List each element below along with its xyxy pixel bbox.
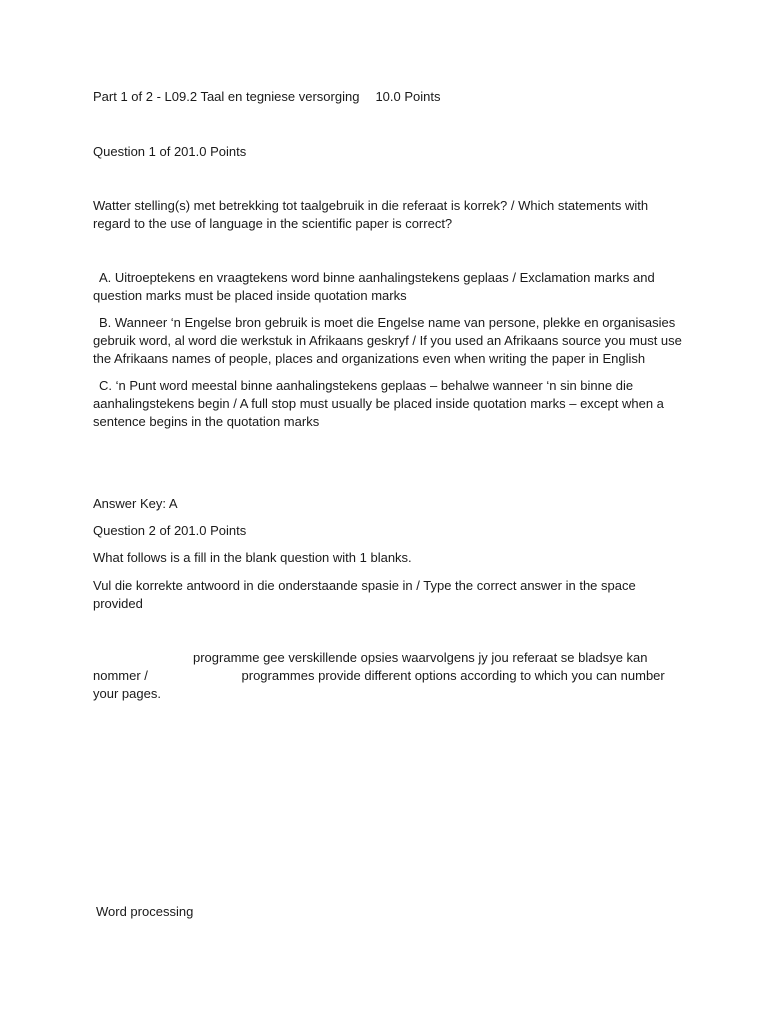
blank-text-part-1: programme gee verskillende opsies waarvolgens jy jou referaat se bladsye kan nommer / (93, 650, 648, 683)
question-1-option-b: B. Wanneer ‘n Engelse bron gebruik is moet die Engelse name van persone, plekke en organisasies gebruik word, al word die werkstuk in Afrikaans geskryf / If you used an Afrikaans source you must use the Afrikaans names of people, places and organizations even when writing the paper in English (93, 315, 682, 366)
part-heading (93, 88, 683, 106)
question-1-prompt: Watter stelling(s) met betrekking tot taalgebruik in die referaat is korrek? / Which statements with regard to the use of language in the scientific paper is correct? (93, 198, 649, 231)
question-1-header: Question 1 of 201.0 Points (93, 144, 247, 159)
answer-key: Answer Key: A (93, 496, 178, 511)
part-points: 10.0 Points (375, 89, 441, 104)
question-2-header: Question 2 of 201.0 Points (93, 523, 247, 538)
part-title: Part 1 of 2 - L09.2 Taal en tegniese versorging (93, 89, 360, 104)
blank-text-part-2: programmes provide different options according to which you can number your pages. (93, 668, 665, 701)
question-1-option-c: C. ‘n Punt word meestal binne aanhalingstekens geplaas – behalwe wanneer ‘n sin binne die aanhalingstekens begin / A full stop must usually be placed inside quotation marks – except when a sentence begins in the quotation marks (93, 378, 664, 429)
question-1-option-a: A. Uitroeptekens en vraagtekens word binne aanhalingstekens geplaas / Exclamation marks and question marks must be placed inside quotation marks (93, 270, 655, 303)
question-2-fill-blank-text (93, 649, 683, 703)
question-2-intro: What follows is a fill in the blank question with 1 blanks. (93, 550, 412, 565)
question-2-answer: Word processing (96, 904, 194, 919)
question-2-instruction: Vul die korrekte antwoord in die onderstaande spasie in / Type the correct answer in the space provided (93, 578, 636, 611)
